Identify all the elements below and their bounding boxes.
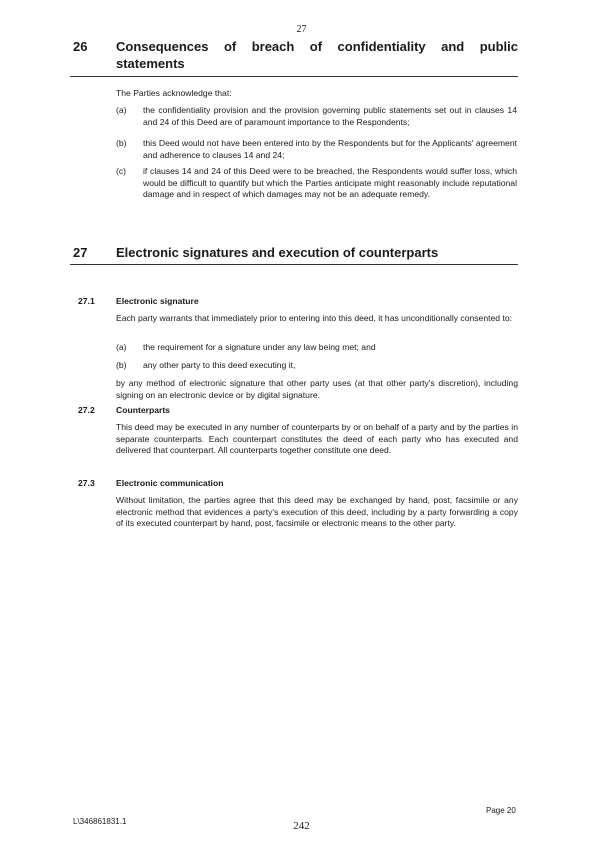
page-top-number: 27 (296, 24, 307, 35)
section-26-number: 26 (73, 39, 88, 54)
footer-doc-ref: L\346861831.1 (73, 817, 127, 826)
subsection-27-1-item-b-label: (b) (116, 360, 127, 370)
section-26-item-c-label: (c) (116, 166, 127, 176)
section-26-item-a-text: the confidentiality provision and the provision governing public statements set out in clauses 14 and 24 of this Deed are of paramount importance to the Respondents; (143, 105, 517, 127)
subsection-27-1-number: 27.1 (78, 296, 95, 306)
footer-page-label: Page 20 (486, 806, 516, 815)
subsection-27-3-text: Without limitation, the parties agree that this deed may be exchanged by hand, post, facsimile or any electronic method that evidences a party's execution of this deed, including by a party forwarding a copy of its executed counterpart by hand, post, facsimile or electronic means to the other party. (116, 495, 518, 528)
subsection-27-1-intro: Each party warrants that immediately prior to entering into this deed, it has unconditionally consented to: (116, 313, 513, 323)
bundle-page-number: 242 (293, 820, 310, 832)
section-26-item-c-text: if clauses 14 and 24 of this Deed were to be breached, the Respondents would suffer loss, which would be difficult to quantify but which the Parties anticipate might reasonably include reputational damage and in respect of which damages may not be an adequate remedy. (143, 166, 517, 199)
section-27-rule (70, 264, 518, 265)
subsection-27-2-number: 27.2 (78, 405, 95, 415)
subsection-27-1-closing: by any method of electronic signature that other party uses (at that other party's discretion), including signing on an electronic device or by digital signature. (116, 378, 518, 400)
subsection-27-1-item-a-label: (a) (116, 342, 127, 352)
section-26-item-b-label: (b) (116, 138, 127, 148)
section-27-title: Electronic signatures and execution of counterparts (116, 245, 439, 260)
section-27-number: 27 (73, 245, 88, 260)
section-26-item-a-label: (a) (116, 105, 127, 115)
section-26-title: Consequences of breach of confidentiality and public statements (116, 39, 518, 71)
subsection-27-3-title: Electronic communication (116, 478, 224, 488)
section-26-item-b-text: this Deed would not have been entered into by the Respondents but for the Applicants' agreement and adherence to clauses 14 and 24; (143, 138, 517, 160)
section-26-intro: The Parties acknowledge that: (116, 88, 232, 98)
subsection-27-3-number: 27.3 (78, 478, 95, 488)
subsection-27-1-title: Electronic signature (116, 296, 199, 306)
subsection-27-1-item-a-text: the requirement for a signature under any law being met; and (143, 342, 376, 352)
subsection-27-1-item-b-text: any other party to this deed executing it, (143, 360, 296, 370)
subsection-27-2-title: Counterparts (116, 405, 170, 415)
subsection-27-2-text: This deed may be executed in any number of counterparts by or on behalf of a party and by the parties in separate counterparts. Each counterpart constitutes the deed of each party who has executed and delivered that counterpart. All counterparts together constitute one deed. (116, 422, 518, 455)
section-26-rule (70, 76, 518, 77)
